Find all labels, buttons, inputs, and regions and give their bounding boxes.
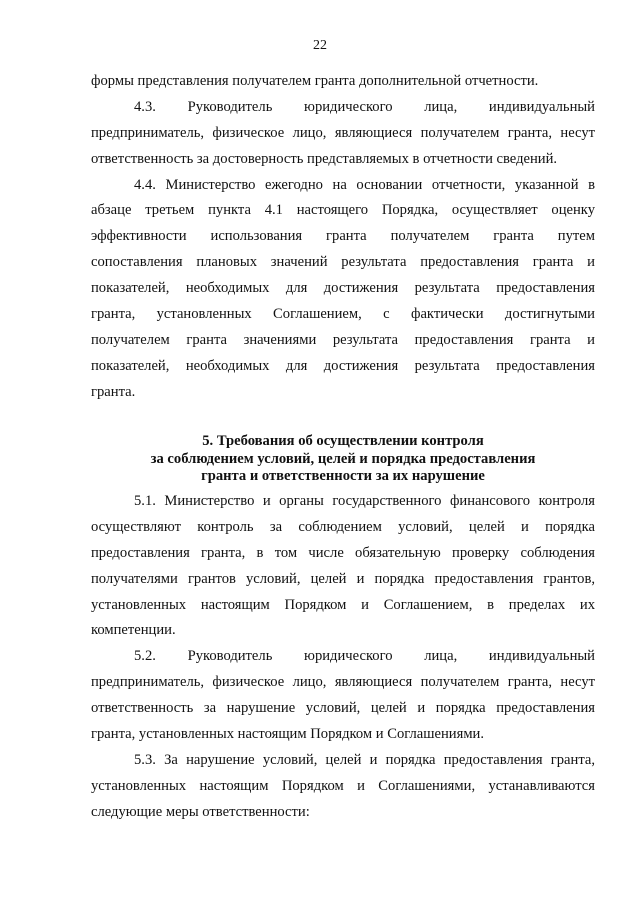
text-line: получателями грантов условий, целей и порядка предоставления грантов,: [91, 570, 595, 587]
section-5-heading: [91, 433, 595, 486]
text-line: сопоставления плановых значений результата предоставления гранта и: [91, 254, 595, 271]
paragraph-4-4-start: 4.4. Министерство ежегодно на основании отчетности, указанной в: [134, 176, 595, 193]
text-line: компетенции.: [91, 622, 176, 639]
section-heading-line: за соблюдением условий, целей и порядка предоставления: [150, 450, 536, 467]
section-heading-line: 5. Требования об осуществлении контроля: [202, 433, 484, 449]
body-text-top: [91, 69, 595, 406]
text-line: предприниматель, физическое лицо, являющиеся получателем гранта, несут: [91, 124, 595, 141]
text-line: показателей, необходимых для достижения результата предоставления: [91, 280, 595, 297]
paragraph-5-3-start: 5.3. За нарушение условий, целей и порядка предоставления гранта,: [134, 751, 595, 768]
text-line: осуществляют контроль за соблюдением условий, целей и порядка: [91, 518, 595, 535]
text-line: абзаце третьем пункта 4.1 настоящего Порядка, осуществляет оценку: [91, 202, 595, 219]
body-text-bottom: [91, 489, 595, 826]
text-line: гранта, установленных настоящим Порядком и Соглашениями.: [91, 726, 485, 743]
text-line: предприниматель, физическое лицо, являющиеся получателем гранта, несут: [91, 674, 595, 691]
text-line: гранта, установленных Соглашением, с фактически достигнутыми: [91, 306, 595, 323]
section-heading-line: гранта и ответственности за их нарушение: [201, 468, 485, 485]
text-line: формы представления получателем гранта дополнительной отчетности.: [91, 73, 539, 89]
paragraph-5-1-start: 5.1. Министерство и органы государственного финансового контроля: [134, 493, 595, 509]
paragraph-4-3-start: 4.3. Руководитель юридического лица, индивидуальный: [134, 98, 595, 115]
text-line: предоставления гранта, в том числе обязательную проверку соблюдения: [91, 544, 595, 561]
text-line: гранта.: [91, 383, 136, 400]
text-line: ответственность за достоверность представляемых в отчетности сведений.: [91, 150, 558, 167]
text-line: следующие меры ответственности:: [91, 803, 310, 820]
page-number: 22: [313, 38, 327, 53]
text-line: получателем гранта значениями результата предоставления гранта и: [91, 331, 595, 348]
text-line: показателей, необходимых для достижения результата предоставления: [91, 357, 595, 374]
text-line: эффективности использования гранта получателем гранта путем: [91, 228, 595, 245]
text-line: ответственность за нарушение условий, целей и порядка предоставления: [91, 700, 595, 717]
paragraph-5-2-start: 5.2. Руководитель юридического лица, индивидуальный: [134, 648, 595, 665]
text-line: установленных настоящим Порядком и Соглашениями, устанавливаются: [91, 777, 595, 794]
text-line: установленных настоящим Порядком и Соглашением, в пределах их: [91, 596, 595, 613]
